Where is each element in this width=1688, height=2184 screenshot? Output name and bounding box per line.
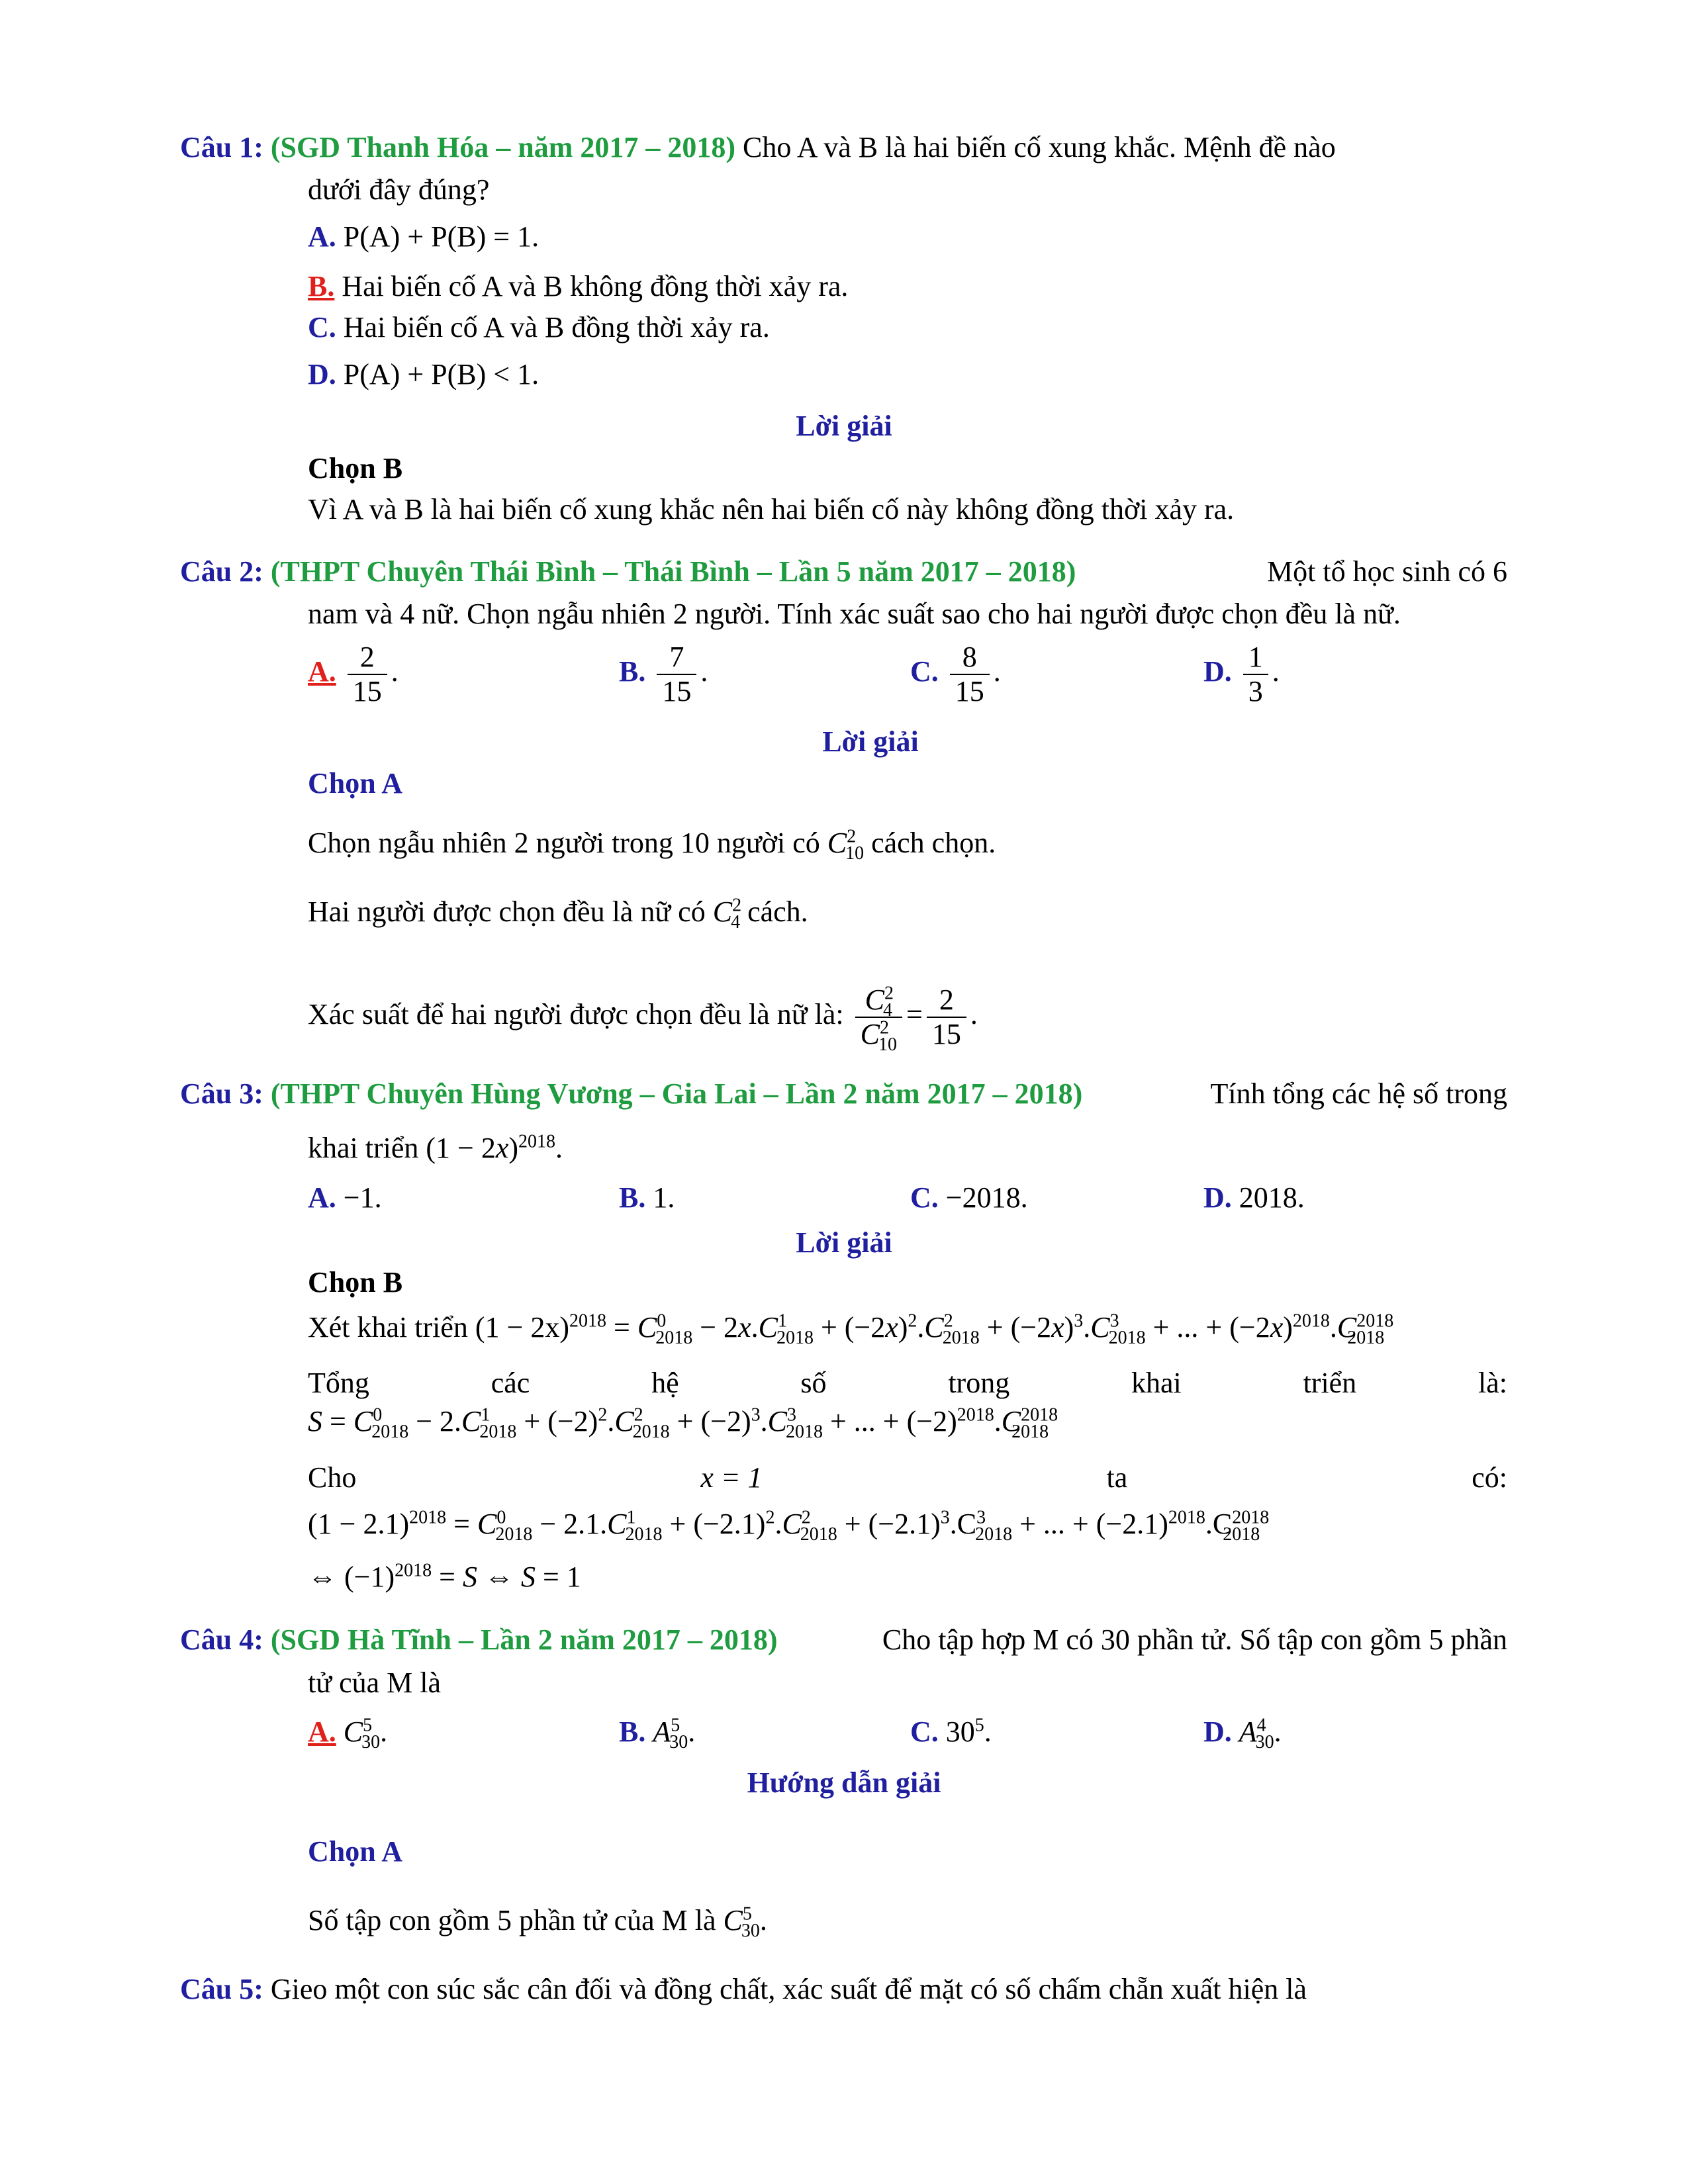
q3-sum-formula: $S = C^0_{2018} - 2.C^1_{2018} + (-2)^2.C^2_{2018} + (-2)^3.C^3_{2018}$ + ... + $(-2)^{2018}.C^{2018}_{2018}$: [308, 1404, 1058, 1442]
q3-solution-title: Lời giải: [796, 1226, 892, 1259]
q3-substitute-formula: $(1 - 2.1)^{2018} = C^0_{2018} - 2.1.C^1_{2018} + (-2.1)^2.C^2_{2018} + (-2.1)^3.C^3_{2018}$ + ... + $(-2.1)^{2018}.C^{2018}_{2018}$: [308, 1507, 1270, 1545]
q3-sum-label: Tổng các hệ số trong khai triển là:: [308, 1367, 1507, 1399]
q1-source: (SGD Thanh Hóa – năm 2017 – 2018): [270, 131, 735, 163]
q2-label: Câu 2:: [180, 555, 263, 588]
q3-option-c: C. −2018.: [910, 1181, 1028, 1214]
q3-substitute-label: Cho x = 1 ta có:: [308, 1461, 1507, 1494]
q2-solution-title: Lời giải: [822, 725, 919, 758]
q3-label: Câu 3:: [180, 1077, 263, 1110]
q2-step3: Xác suất để hai người được chọn đều là nữ là: $\frac{C^2_4}{C^2_{10}}$ = $\frac{2}{15}$ .: [308, 983, 978, 1055]
q1-solution-title: Lời giải: [796, 410, 892, 442]
q5-label: Câu 5:: [180, 1973, 263, 2005]
q2-option-a: A. $\frac{2}{15}$ .: [308, 641, 399, 707]
q4-text: Cho tập hợp M có 30 phần tử. Số tập con gồm 5 phần: [882, 1623, 1507, 1656]
q4-option-d: D. $A^4_{30}$.: [1203, 1715, 1282, 1752]
q3-option-a: A. −1.: [308, 1181, 382, 1214]
q4-choice: Chọn A: [308, 1835, 403, 1868]
q1-option-d: D. P(A) + P(B) < 1.: [308, 358, 539, 390]
q4-solution-title: Hướng dẫn giải: [747, 1766, 941, 1799]
q2-option-d: D. $\frac{1}{3}$ .: [1203, 641, 1280, 707]
q1-label: Câu 1:: [180, 131, 263, 163]
q1-text-cont: dưới đây đúng?: [308, 173, 490, 206]
q2-step2: Hai người được chọn đều là nữ có $C^2_4$ cách.: [308, 895, 808, 933]
q4-option-b: B. $A^5_{30}$.: [619, 1715, 696, 1752]
q3-text-cont: khai triển $(1 - 2x)^{2018}$.: [308, 1131, 563, 1164]
q1-text: Cho A và B là hai biến cố xung khắc. Mệnh đề nào: [743, 131, 1336, 163]
q2-text-cont: nam và 4 nữ. Chọn ngẫu nhiên 2 người. Tính xác suất sao cho hai người được chọn đều là nữ.: [308, 598, 1401, 630]
q5-text: Gieo một con súc sắc cân đối và đồng chất, xác suất để mặt có số chấm chẵn xuất hiện là: [270, 1973, 1307, 2005]
q1-header: [180, 129, 1336, 166]
q3-text: Tính tổng các hệ số trong: [1210, 1077, 1507, 1110]
q2-option-b: B. $\frac{7}{15}$ .: [619, 641, 708, 707]
q2-option-c: C. $\frac{8}{15}$ .: [910, 641, 1001, 707]
q3-source: (THPT Chuyên Hùng Vương – Gia Lai – Lần 2 năm 2017 – 2018): [270, 1077, 1083, 1110]
q2-source: (THPT Chuyên Thái Bình – Thái Bình – Lần 5 năm 2017 – 2018): [270, 555, 1076, 588]
q4-label: Câu 4:: [180, 1623, 263, 1656]
q4-option-c: C. $30^5$.: [910, 1715, 992, 1748]
q4-source: (SGD Hà Tĩnh – Lần 2 năm 2017 – 2018): [270, 1623, 778, 1656]
q3-expansion: Xét khai triển $(1 - 2x)^{2018} = C^0_{2018} - 2x.C^1_{2018} + (-2x)^2.C^2_{2018} + (-2x)^3.C^3_{2018}$ + ... + $(-2x)^{2018}.C^{2018}_{2018}$: [308, 1310, 1394, 1348]
q2-text: Một tổ học sinh có 6: [1267, 555, 1507, 588]
q3-header: [180, 1075, 1507, 1113]
q4-header: [180, 1621, 1507, 1659]
q1-option-b: B. Hai biến cố A và B không đồng thời xảy ra.: [308, 270, 849, 302]
q2-header: [180, 553, 1507, 590]
q1-option-a: A. P(A) + P(B) = 1.: [308, 220, 539, 253]
q4-option-a: A. $C^5_{30}$.: [308, 1715, 388, 1752]
q3-option-b: B. 1.: [619, 1181, 675, 1214]
q1-option-c: C. Hai biến cố A và B đồng thời xảy ra.: [308, 311, 770, 343]
q1-choice: Chọn B: [308, 452, 403, 484]
q4-explain: Số tập con gồm 5 phần tử của M là $C^5_{30}$.: [308, 1903, 767, 1941]
q2-step1: Chọn ngẫu nhiên 2 người trong 10 người có $C^2_{10}$ cách chọn.: [308, 826, 996, 864]
q5-header: [180, 1971, 1307, 2008]
q3-choice: Chọn B: [308, 1266, 403, 1298]
q3-option-d: D. 2018.: [1203, 1181, 1305, 1214]
q3-result: ⇔ $(-1)^{2018} = S$ ⇔ S = 1: [308, 1560, 581, 1593]
q4-text-cont: tử của M là: [308, 1666, 442, 1699]
q1-explain: Vì A và B là hai biến cố xung khắc nên hai biến cố này không đồng thời xảy ra.: [308, 493, 1235, 525]
q2-choice: Chọn A: [308, 767, 403, 799]
